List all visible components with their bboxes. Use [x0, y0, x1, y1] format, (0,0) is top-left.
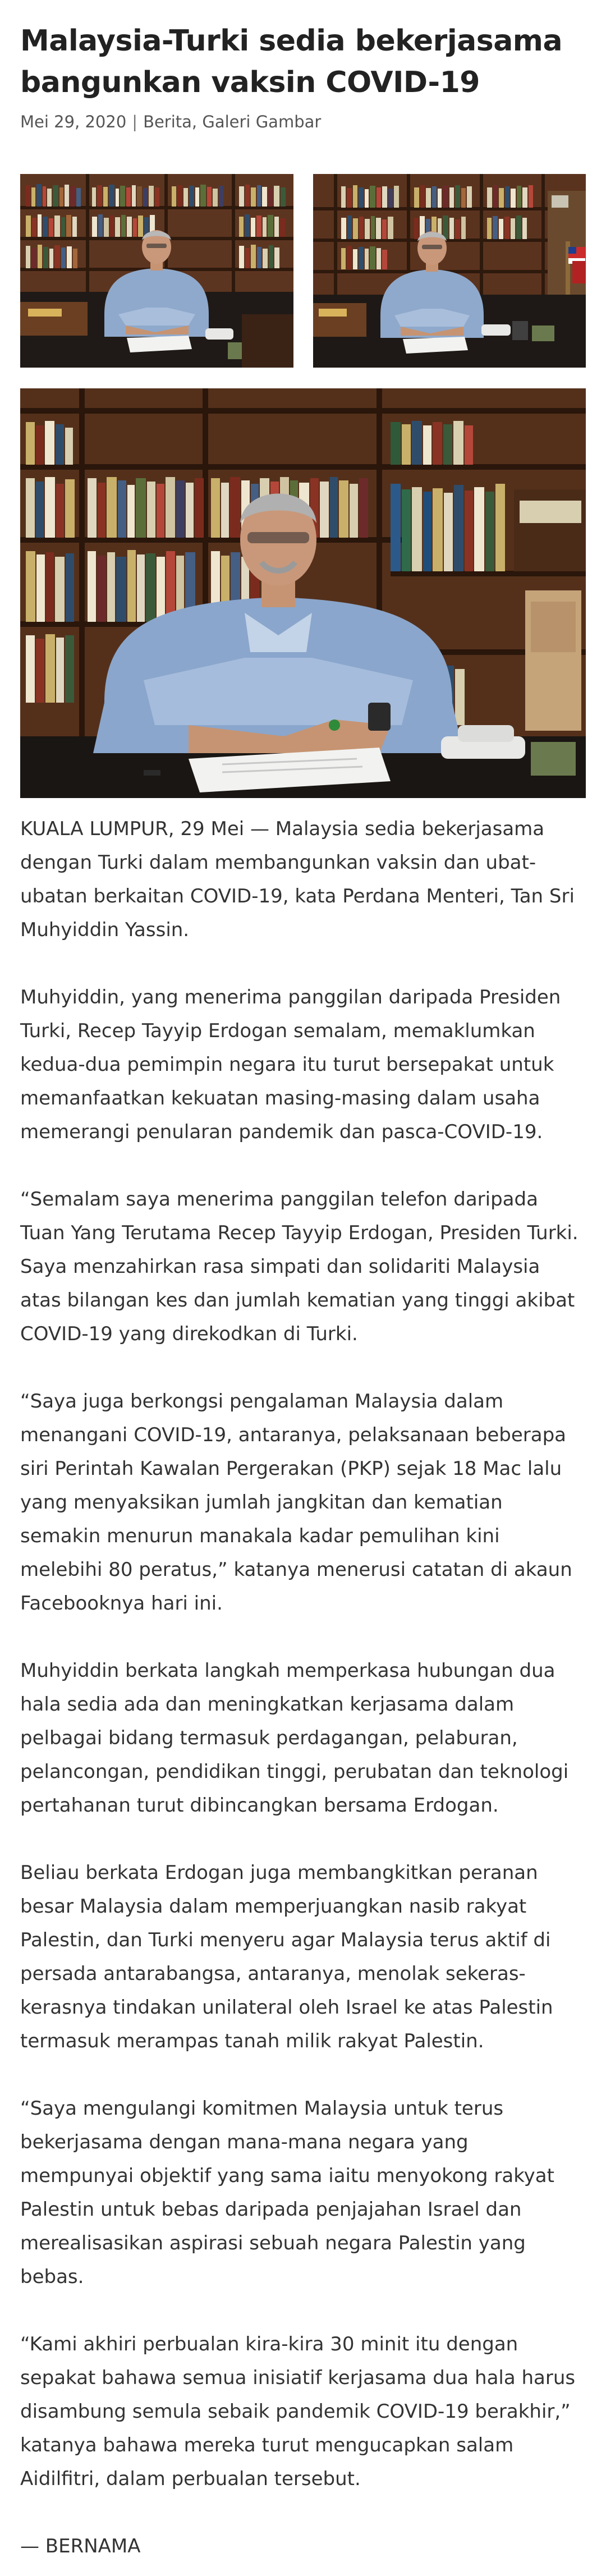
photo-pm-writing-letter [20, 388, 586, 798]
article-paragraph: “Kami akhiri perbualan kira-kira 30 minit itu dengan sepakat bahawa semua inisiatif kerjasama dua hala harus disambung semula sebaik pandemik COVID-19 berakhir,” katanya bahawa mereka turut mengucapkan salam Aidilfitri, dalam perbualan tersebut. [20, 2333, 576, 2490]
gallery-thumbnail-1[interactable] [20, 174, 293, 368]
meta-separator: | [132, 112, 138, 131]
article-meta [20, 112, 321, 131]
article-title: Malaysia-Turki sedia bekerjasama bangunkan vaksin COVID-19 [20, 24, 563, 99]
photo-pm-desk-wide [20, 174, 293, 368]
article-paragraph: Muhyiddin berkata langkah memperkasa hubungan dua hala sedia ada dan meningkatkan kerjasama dalam pelbagai bidang termasuk perdagangan, pelaburan, pelancongan, pendidikan tinggi, perubatan dan teknologi pertahanan turut dibincangkan bersama Erdogan. [20, 1660, 569, 1817]
article-paragraph: “Semalam saya menerima panggilan telefon daripada Tuan Yang Terutama Recep Tayyip Erdogan, Presiden Turki. Saya menzahirkan rasa simpati dan solidariti Malaysia atas bilangan kes dan jumlah kematian yang tinggi akibat COVID-19 yang direkodkan di Turki. [20, 1188, 579, 1345]
article-byline: — BERNAMA [20, 2535, 141, 2557]
article-paragraph: “Saya mengulangi komitmen Malaysia untuk terus bekerjasama dengan mana-mana negara yang mempunyai objektif yang sama iaitu menyokong rakyat Palestin untuk bebas daripada penjajahan Israel dan merealisasikan aspirasi sebuah negara Palestin yang bebas. [20, 2097, 554, 2288]
category-link-berita[interactable]: Berita [143, 112, 192, 131]
category-link-galeri-gambar[interactable]: Galeri Gambar [202, 112, 322, 131]
featured-photo[interactable] [20, 388, 586, 798]
article-paragraph: “Saya juga berkongsi pengalaman Malaysia dalam menangani COVID-19, antaranya, pelaksanaan beberapa siri Perintah Kawalan Pergerakan (PKP) sejak 18 Mac lalu yang menyaksikan jumlah jangkitan dan kematian semakin menurun manakala kadar pemulihan kini melebihi 80 peratus,” katanya menerusi catatan di akaun Facebooknya hari ini. [20, 1390, 572, 1615]
article-paragraph: Muhyiddin, yang menerima panggilan daripada Presiden Turki, Recep Tayyip Erdogan semalam, memaklumkan kedua-dua pemimpin negara itu turut bersepakat untuk memanfaatkan kekuatan masing-masing dalam usaha memerangi penularan pandemik dan pasca-COVID-19. [20, 986, 561, 1143]
photo-pm-desk-flags [313, 174, 586, 368]
gallery-thumbnail-2[interactable] [313, 174, 586, 368]
article-paragraph: Beliau berkata Erdogan juga membangkitkan peranan besar Malaysia dalam memperjuangkan nasib rakyat Palestin, dan Turki menyeru agar Malaysia terus aktif di persada antarabangsa, antaranya, menolak sekeras-kerasnya tindakan unilateral oleh Israel ke atas Palestin termasuk merampas tanah milik rakyat Palestin. [20, 1862, 553, 2052]
article-body [20, 812, 586, 2563]
article-paragraph: KUALA LUMPUR, 29 Mei — Malaysia sedia bekerjasama dengan Turki dalam membangunkan vaksin dan ubat-ubatan berkaitan COVID-19, kata Perdana Menteri, Tan Sri Muhyiddin Yassin. [20, 818, 575, 941]
category-separator: , [191, 112, 203, 131]
article-date: Mei 29, 2020 [20, 112, 127, 131]
